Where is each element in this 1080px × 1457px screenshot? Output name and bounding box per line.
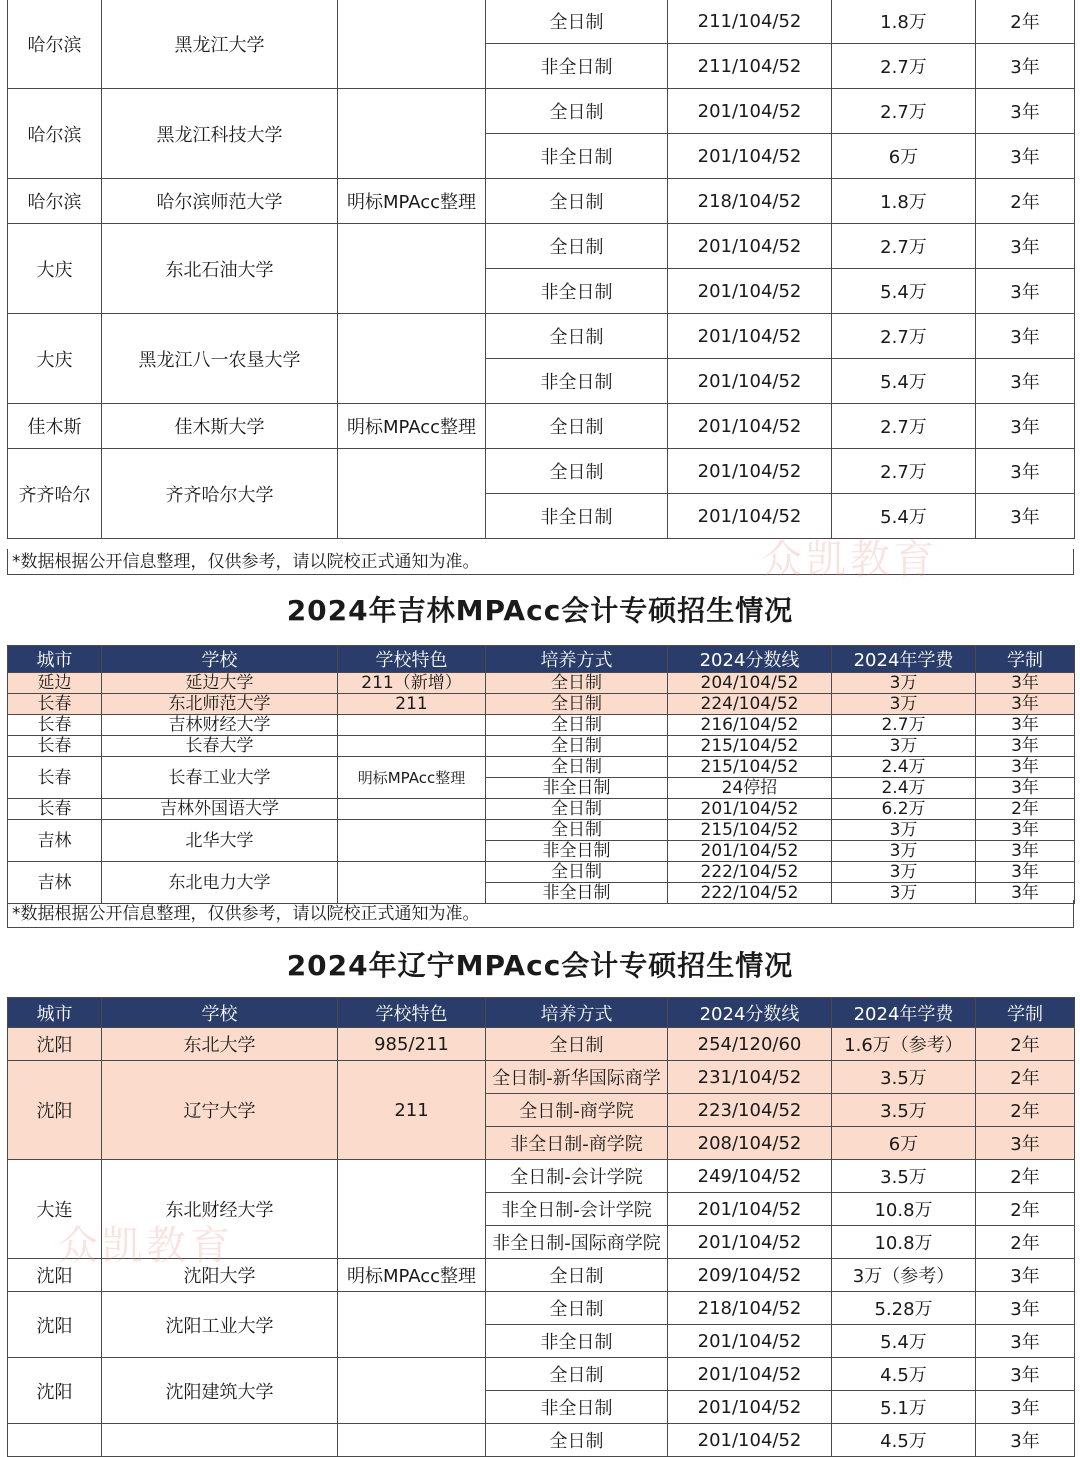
duration-cell: 3年 <box>976 1292 1075 1325</box>
table-row <box>8 224 1075 269</box>
score-cell: 208/104/52 <box>668 1127 832 1160</box>
city-cell: 长春 <box>8 736 102 757</box>
duration-cell: 3年 <box>976 224 1075 269</box>
column-header: 培养方式 <box>486 646 668 673</box>
mode-cell: 非全日制 <box>486 1391 668 1424</box>
mode-cell: 全日制-会计学院 <box>486 1160 668 1193</box>
feature-cell <box>338 799 486 820</box>
duration-cell: 3年 <box>976 757 1075 778</box>
duration-cell: 3年 <box>976 449 1075 494</box>
school-cell: 东北大学 <box>102 1028 338 1061</box>
score-cell: 254/120/60 <box>668 1028 832 1061</box>
feature-cell: 211 <box>338 694 486 715</box>
fee-cell: 3万（参考） <box>832 1259 976 1292</box>
fee-cell: 5.28万 <box>832 1292 976 1325</box>
score-cell: 223/104/52 <box>668 1094 832 1127</box>
score-cell: 204/104/52 <box>668 673 832 694</box>
score-cell: 231/104/52 <box>668 1061 832 1094</box>
table-row <box>8 1028 1075 1061</box>
score-cell: 215/104/52 <box>668 757 832 778</box>
fee-cell: 1.8万 <box>832 179 976 224</box>
column-header: 学校 <box>102 646 338 673</box>
mode-cell: 全日制 <box>486 673 668 694</box>
duration-cell: 3年 <box>976 1424 1075 1457</box>
mode-cell: 非全日制 <box>486 494 668 539</box>
feature-cell: 明标MPAcc整理 <box>338 1259 486 1292</box>
fee-cell: 5.4万 <box>832 1325 976 1358</box>
duration-cell: 2年 <box>976 1094 1075 1127</box>
city-cell: 沈阳 <box>8 1061 102 1160</box>
duration-cell: 3年 <box>976 715 1075 736</box>
city-cell <box>8 1424 102 1457</box>
table-row <box>8 404 1075 449</box>
score-cell: 215/104/52 <box>668 820 832 841</box>
fee-cell: 1.8万 <box>832 0 976 44</box>
feature-cell <box>338 715 486 736</box>
city-cell: 沈阳 <box>8 1358 102 1424</box>
table-row <box>8 1061 1075 1094</box>
duration-cell: 2年 <box>976 1061 1075 1094</box>
fee-cell: 10.8万 <box>832 1226 976 1259</box>
duration-cell: 3年 <box>976 134 1075 179</box>
duration-cell: 3年 <box>976 820 1075 841</box>
school-cell: 东北电力大学 <box>102 862 338 904</box>
fee-cell: 6万 <box>832 134 976 179</box>
mode-cell: 全日制 <box>486 449 668 494</box>
mode-cell: 全日制 <box>486 862 668 883</box>
mode-cell: 全日制 <box>486 1358 668 1391</box>
feature-cell <box>338 820 486 862</box>
school-cell: 辽宁大学 <box>102 1061 338 1160</box>
fee-cell: 2.7万 <box>832 449 976 494</box>
score-cell: 201/104/52 <box>668 449 832 494</box>
duration-cell: 3年 <box>976 89 1075 134</box>
mode-cell: 非全日制 <box>486 841 668 862</box>
duration-cell: 3年 <box>976 883 1075 904</box>
column-header: 学制 <box>976 998 1075 1028</box>
column-header: 2024年学费 <box>832 998 976 1028</box>
duration-cell: 3年 <box>976 841 1075 862</box>
disclaimer-note: *数据根据公开信息整理，仅供参考，请以院校正式通知为准。 <box>7 549 1074 575</box>
city-cell: 大连 <box>8 1160 102 1259</box>
table-row <box>8 673 1075 694</box>
feature-cell <box>338 1292 486 1358</box>
fee-cell: 2.7万 <box>832 44 976 89</box>
table-row <box>8 799 1075 820</box>
score-cell: 24停招 <box>668 778 832 799</box>
duration-cell: 2年 <box>976 1160 1075 1193</box>
section-title-jilin: 2024年吉林MPAcc会计专硕招生情况 <box>286 594 794 627</box>
column-header: 学制 <box>976 646 1075 673</box>
fee-cell: 3万 <box>832 841 976 862</box>
feature-cell: 明标MPAcc整理 <box>338 179 486 224</box>
mode-cell: 全日制 <box>486 694 668 715</box>
school-cell: 吉林外国语大学 <box>102 799 338 820</box>
feature-cell <box>338 89 486 179</box>
fee-cell: 6万 <box>832 1127 976 1160</box>
duration-cell: 2年 <box>976 799 1075 820</box>
score-cell: 218/104/52 <box>668 179 832 224</box>
score-cell: 201/104/52 <box>668 1226 832 1259</box>
mode-cell: 全日制 <box>486 89 668 134</box>
table-row <box>8 0 1075 44</box>
column-header: 学校 <box>102 998 338 1028</box>
fee-cell: 2.7万 <box>832 314 976 359</box>
school-cell: 东北石油大学 <box>102 224 338 314</box>
duration-cell: 3年 <box>976 1358 1075 1391</box>
section-title-liaoning: 2024年辽宁MPAcc会计专硕招生情况 <box>286 949 794 982</box>
duration-cell: 3年 <box>976 694 1075 715</box>
table-row <box>8 862 1075 883</box>
feature-cell <box>338 224 486 314</box>
table-row <box>8 1424 1075 1457</box>
fee-cell: 3.5万 <box>832 1061 976 1094</box>
mode-cell: 非全日制 <box>486 269 668 314</box>
mode-cell: 非全日制 <box>486 1325 668 1358</box>
duration-cell: 3年 <box>976 1325 1075 1358</box>
school-cell: 哈尔滨师范大学 <box>102 179 338 224</box>
watermark: 众凯教育 <box>762 537 938 583</box>
feature-cell: 211 <box>338 1061 486 1160</box>
school-cell: 黑龙江科技大学 <box>102 89 338 179</box>
mode-cell: 全日制 <box>486 1424 668 1457</box>
score-cell: 201/104/52 <box>668 1424 832 1457</box>
table-row <box>8 715 1075 736</box>
score-cell: 211/104/52 <box>668 0 832 44</box>
score-cell: 209/104/52 <box>668 1259 832 1292</box>
school-cell: 东北师范大学 <box>102 694 338 715</box>
mode-cell: 全日制-商学院 <box>486 1094 668 1127</box>
fee-cell: 2.7万 <box>832 404 976 449</box>
score-cell: 215/104/52 <box>668 736 832 757</box>
score-cell: 201/104/52 <box>668 314 832 359</box>
score-cell: 201/104/52 <box>668 224 832 269</box>
school-cell: 沈阳建筑大学 <box>102 1358 338 1424</box>
fee-cell: 5.4万 <box>832 359 976 404</box>
city-cell: 沈阳 <box>8 1292 102 1358</box>
fee-cell: 3.5万 <box>832 1160 976 1193</box>
score-cell: 218/104/52 <box>668 1292 832 1325</box>
mode-cell: 全日制 <box>486 736 668 757</box>
table-header-row <box>8 998 1075 1028</box>
score-cell: 224/104/52 <box>668 694 832 715</box>
city-cell: 吉林 <box>8 862 102 904</box>
score-cell: 222/104/52 <box>668 883 832 904</box>
mode-cell: 全日制-新华国际商学 <box>486 1061 668 1094</box>
mode-cell: 非全日制 <box>486 883 668 904</box>
school-cell: 黑龙江八一农垦大学 <box>102 314 338 404</box>
school-cell: 佳木斯大学 <box>102 404 338 449</box>
score-cell: 201/104/52 <box>668 1391 832 1424</box>
fee-cell: 2.7万 <box>832 224 976 269</box>
city-cell: 齐齐哈尔 <box>8 449 102 539</box>
table-row <box>8 736 1075 757</box>
fee-cell: 3万 <box>832 820 976 841</box>
feature-cell <box>338 314 486 404</box>
table-row <box>8 820 1075 841</box>
mode-cell: 全日制 <box>486 757 668 778</box>
city-cell: 沈阳 <box>8 1259 102 1292</box>
score-cell: 201/104/52 <box>668 1193 832 1226</box>
column-header: 2024分数线 <box>668 998 832 1028</box>
city-cell: 长春 <box>8 799 102 820</box>
fee-cell: 6.2万 <box>832 799 976 820</box>
duration-cell: 3年 <box>976 736 1075 757</box>
city-cell: 大庆 <box>8 224 102 314</box>
column-header: 学校特色 <box>338 998 486 1028</box>
school-cell: 吉林财经大学 <box>102 715 338 736</box>
mode-cell: 非全日制 <box>486 359 668 404</box>
duration-cell: 3年 <box>976 862 1075 883</box>
score-cell: 201/104/52 <box>668 1358 832 1391</box>
duration-cell: 3年 <box>976 1127 1075 1160</box>
score-cell: 201/104/52 <box>668 494 832 539</box>
fee-cell: 3万 <box>832 862 976 883</box>
mode-cell: 全日制 <box>486 1292 668 1325</box>
duration-cell: 3年 <box>976 314 1075 359</box>
score-cell: 201/104/52 <box>668 134 832 179</box>
school-cell: 沈阳大学 <box>102 1259 338 1292</box>
feature-cell: 明标MPAcc整理 <box>338 757 486 799</box>
feature-cell <box>338 1358 486 1424</box>
fee-cell: 4.5万 <box>832 1358 976 1391</box>
school-cell: 黑龙江大学 <box>102 0 338 89</box>
score-cell: 201/104/52 <box>668 89 832 134</box>
score-cell: 201/104/52 <box>668 269 832 314</box>
duration-cell: 3年 <box>976 1391 1075 1424</box>
mode-cell: 非全日制 <box>486 44 668 89</box>
column-header: 2024年学费 <box>832 646 976 673</box>
duration-cell: 3年 <box>976 1259 1075 1292</box>
table-row <box>8 1358 1075 1391</box>
watermark: 众凯教育 <box>58 1223 234 1269</box>
score-cell: 201/104/52 <box>668 359 832 404</box>
column-header: 学校特色 <box>338 646 486 673</box>
duration-cell: 3年 <box>976 44 1075 89</box>
school-cell: 长春大学 <box>102 736 338 757</box>
mode-cell: 非全日制 <box>486 778 668 799</box>
school-cell: 东北财经大学 <box>102 1160 338 1259</box>
fee-cell: 3万 <box>832 883 976 904</box>
mode-cell: 非全日制 <box>486 134 668 179</box>
table-row <box>8 757 1075 778</box>
mode-cell: 非全日制-国际商学院 <box>486 1226 668 1259</box>
mode-cell: 全日制 <box>486 0 668 44</box>
mode-cell: 全日制 <box>486 799 668 820</box>
fee-cell: 3万 <box>832 736 976 757</box>
feature-cell <box>338 1160 486 1259</box>
fee-cell: 1.6万（参考） <box>832 1028 976 1061</box>
feature-cell <box>338 449 486 539</box>
fee-cell: 2.7万 <box>832 89 976 134</box>
duration-cell: 3年 <box>976 494 1075 539</box>
fee-cell: 5.1万 <box>832 1391 976 1424</box>
column-header: 城市 <box>8 998 102 1028</box>
fee-cell: 2.7万 <box>832 715 976 736</box>
city-cell: 大庆 <box>8 314 102 404</box>
mode-cell: 全日制 <box>486 715 668 736</box>
table-row <box>8 314 1075 359</box>
school-cell: 北华大学 <box>102 820 338 862</box>
feature-cell <box>338 1424 486 1457</box>
table-row <box>8 449 1075 494</box>
duration-cell: 3年 <box>976 359 1075 404</box>
school-cell: 延边大学 <box>102 673 338 694</box>
table-row <box>8 694 1075 715</box>
fee-cell: 10.8万 <box>832 1193 976 1226</box>
fee-cell: 3万 <box>832 673 976 694</box>
mode-cell: 全日制 <box>486 820 668 841</box>
table-row <box>8 179 1075 224</box>
liaoning-table <box>7 997 1075 1457</box>
duration-cell: 2年 <box>976 1226 1075 1259</box>
heilongjiang-table <box>7 0 1075 539</box>
score-cell: 201/104/52 <box>668 841 832 862</box>
table-row <box>8 1259 1075 1292</box>
mode-cell: 全日制 <box>486 1259 668 1292</box>
duration-cell: 2年 <box>976 1193 1075 1226</box>
city-cell: 佳木斯 <box>8 404 102 449</box>
duration-cell: 3年 <box>976 673 1075 694</box>
score-cell: 201/104/52 <box>668 799 832 820</box>
table-row <box>8 1160 1075 1193</box>
fee-cell: 3.5万 <box>832 1094 976 1127</box>
table-row <box>8 1292 1075 1325</box>
fee-cell: 2.4万 <box>832 778 976 799</box>
column-header: 2024分数线 <box>668 646 832 673</box>
feature-cell <box>338 0 486 89</box>
feature-cell: 985/211 <box>338 1028 486 1061</box>
column-header: 城市 <box>8 646 102 673</box>
city-cell: 哈尔滨 <box>8 179 102 224</box>
duration-cell: 3年 <box>976 404 1075 449</box>
fee-cell: 5.4万 <box>832 494 976 539</box>
mode-cell: 全日制 <box>486 404 668 449</box>
disclaimer-note: *数据根据公开信息整理，仅供参考，请以院校正式通知为准。 <box>7 900 1074 928</box>
fee-cell: 2.4万 <box>832 757 976 778</box>
score-cell: 201/104/52 <box>668 404 832 449</box>
duration-cell: 2年 <box>976 0 1075 44</box>
mode-cell: 全日制 <box>486 224 668 269</box>
jilin-table <box>7 645 1075 904</box>
duration-cell: 3年 <box>976 269 1075 314</box>
feature-cell <box>338 736 486 757</box>
duration-cell: 2年 <box>976 179 1075 224</box>
duration-cell: 2年 <box>976 1028 1075 1061</box>
fee-cell: 4.5万 <box>832 1424 976 1457</box>
mode-cell: 非全日制-商学院 <box>486 1127 668 1160</box>
mode-cell: 非全日制-会计学院 <box>486 1193 668 1226</box>
city-cell: 长春 <box>8 757 102 799</box>
city-cell: 长春 <box>8 715 102 736</box>
mode-cell: 全日制 <box>486 1028 668 1061</box>
score-cell: 249/104/52 <box>668 1160 832 1193</box>
column-header: 培养方式 <box>486 998 668 1028</box>
score-cell: 201/104/52 <box>668 1325 832 1358</box>
city-cell: 吉林 <box>8 820 102 862</box>
city-cell: 延边 <box>8 673 102 694</box>
mode-cell: 全日制 <box>486 179 668 224</box>
score-cell: 222/104/52 <box>668 862 832 883</box>
feature-cell: 211（新增） <box>338 673 486 694</box>
school-cell: 齐齐哈尔大学 <box>102 449 338 539</box>
table-row <box>8 89 1075 134</box>
city-cell: 沈阳 <box>8 1028 102 1061</box>
school-cell <box>102 1424 338 1457</box>
city-cell: 哈尔滨 <box>8 89 102 179</box>
table-header-row <box>8 646 1075 673</box>
fee-cell: 5.4万 <box>832 269 976 314</box>
school-cell: 长春工业大学 <box>102 757 338 799</box>
mode-cell: 全日制 <box>486 314 668 359</box>
duration-cell: 3年 <box>976 778 1075 799</box>
city-cell: 长春 <box>8 694 102 715</box>
city-cell: 哈尔滨 <box>8 0 102 89</box>
fee-cell: 3万 <box>832 694 976 715</box>
score-cell: 211/104/52 <box>668 44 832 89</box>
feature-cell: 明标MPAcc整理 <box>338 404 486 449</box>
school-cell: 沈阳工业大学 <box>102 1292 338 1358</box>
feature-cell <box>338 862 486 904</box>
score-cell: 216/104/52 <box>668 715 832 736</box>
